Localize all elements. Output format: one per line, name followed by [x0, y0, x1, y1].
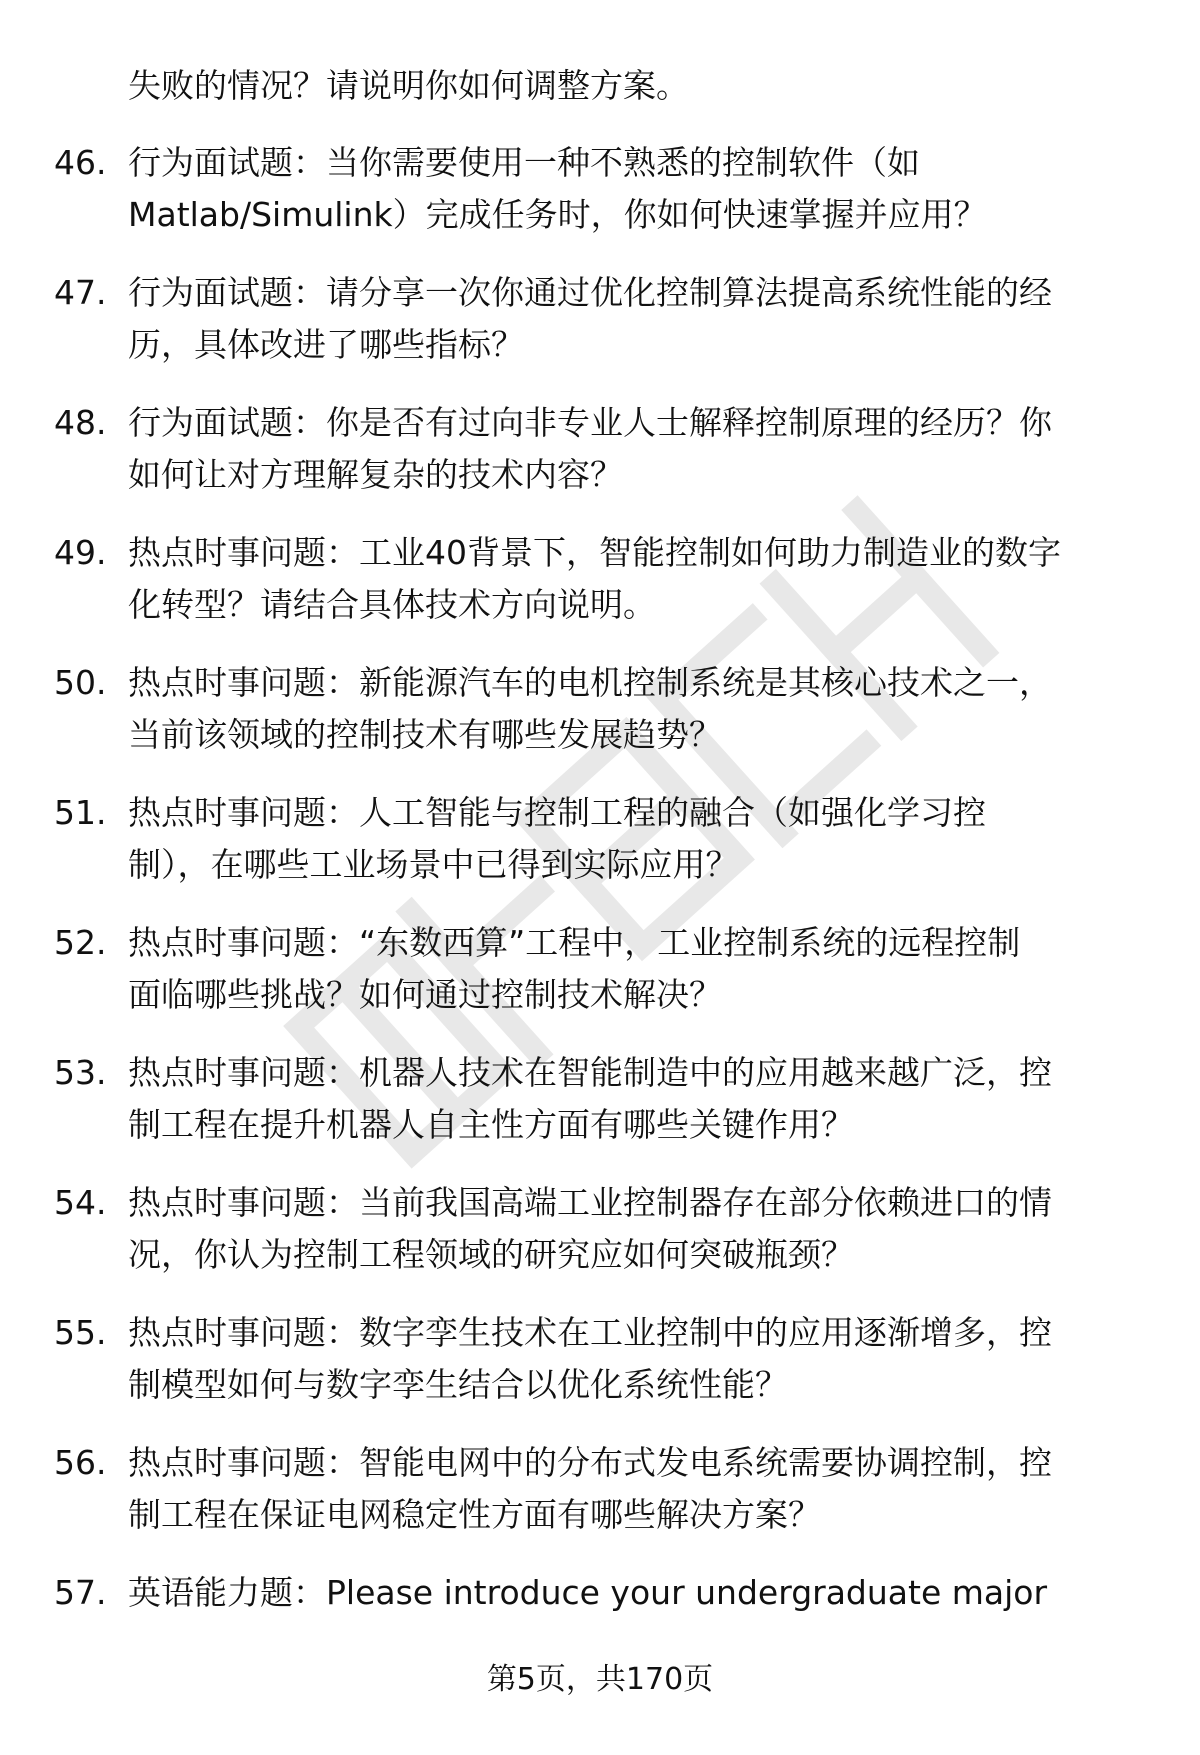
question-line: 制工程在保证电网稳定性方面有哪些解决方案？ — [128, 1495, 821, 1534]
question-line: 热点时事问题：人工智能与控制工程的融合（如强化学习控 — [128, 793, 986, 832]
question-line: 化转型？请结合具体技术方向说明。 — [128, 585, 656, 624]
question-line: 如何让对方理解复杂的技术内容？ — [128, 455, 623, 494]
question-line: Matlab/Simulink）完成任务时，你如何快速掌握并应用？ — [128, 195, 987, 234]
question-item — [0, 267, 1200, 371]
question-number: 48. — [54, 403, 107, 442]
question-item — [0, 917, 1200, 1021]
page-footer: 第5页，共170页 — [486, 1662, 714, 1697]
question-item — [0, 657, 1200, 761]
question-item — [0, 1177, 1200, 1281]
question-line: 热点时事问题：新能源汽车的电机控制系统是其核心技术之一， — [128, 663, 1052, 702]
question-line: 英语能力题：Please introduce your undergraduate major — [128, 1573, 1048, 1612]
question-text — [128, 397, 1148, 501]
question-line: 热点时事问题：工业40背景下，智能控制如何助力制造业的数字 — [128, 533, 1061, 572]
question-number: 49. — [54, 533, 107, 572]
question-list — [0, 137, 1200, 1697]
question-item — [0, 527, 1200, 631]
question-text — [128, 1047, 1148, 1151]
question-line: 况，你认为控制工程领域的研究应如何突破瓶颈？ — [128, 1235, 854, 1274]
question-item — [0, 1567, 1200, 1619]
question-item — [0, 397, 1200, 501]
question-number: 47. — [54, 273, 107, 312]
question-text — [128, 1437, 1148, 1541]
question-item — [0, 787, 1200, 891]
question-text — [128, 1307, 1148, 1411]
continuation-text: 失败的情况？请说明你如何调整方案。 — [128, 66, 689, 105]
question-line: 历，具体改进了哪些指标？ — [128, 325, 524, 364]
question-number: 51. — [54, 793, 107, 832]
question-item — [0, 1047, 1200, 1151]
question-line: 热点时事问题：“东数西算”工程中，工业控制系统的远程控制 — [128, 923, 1021, 962]
question-text — [128, 657, 1148, 761]
question-line: 制工程在提升机器人自主性方面有哪些关键作用？ — [128, 1105, 854, 1144]
question-line: 热点时事问题：智能电网中的分布式发电系统需要协调控制，控 — [128, 1443, 1052, 1482]
question-line: 热点时事问题：数字孪生技术在工业控制中的应用逐渐增多，控 — [128, 1313, 1052, 1352]
question-text — [128, 1177, 1148, 1281]
question-line: 制模型如何与数字孪生结合以优化系统性能？ — [128, 1365, 788, 1404]
question-number: 52. — [54, 923, 107, 962]
question-number: 53. — [54, 1053, 107, 1092]
question-line: 行为面试题：当你需要使用一种不熟悉的控制软件（如 — [128, 143, 920, 182]
question-line: 行为面试题：请分享一次你通过优化控制算法提高系统性能的经 — [128, 273, 1052, 312]
question-text — [128, 527, 1148, 631]
question-item — [0, 137, 1200, 241]
question-item — [0, 1307, 1200, 1411]
question-number: 55. — [54, 1313, 107, 1352]
question-number: 56. — [54, 1443, 107, 1482]
question-line: 制），在哪些工业场景中已得到实际应用？ — [128, 845, 739, 884]
question-text — [128, 137, 1148, 241]
question-line: 面临哪些挑战？如何通过控制技术解决？ — [128, 975, 722, 1014]
question-number: 50. — [54, 663, 107, 702]
question-text — [128, 1567, 1148, 1619]
question-item — [0, 1437, 1200, 1541]
question-text — [128, 267, 1148, 371]
question-text — [128, 917, 1148, 1021]
question-number: 57. — [54, 1573, 107, 1612]
question-number: 46. — [54, 143, 107, 182]
question-line: 行为面试题：你是否有过向非专业人士解释控制原理的经历？你 — [128, 403, 1052, 442]
question-line: 热点时事问题：当前我国高端工业控制器存在部分依赖进口的情 — [128, 1183, 1052, 1222]
question-number: 54. — [54, 1183, 107, 1222]
question-line: 热点时事问题：机器人技术在智能制造中的应用越来越广泛，控 — [128, 1053, 1052, 1092]
question-line: 当前该领域的控制技术有哪些发展趋势？ — [128, 715, 722, 754]
question-text — [128, 787, 1148, 891]
